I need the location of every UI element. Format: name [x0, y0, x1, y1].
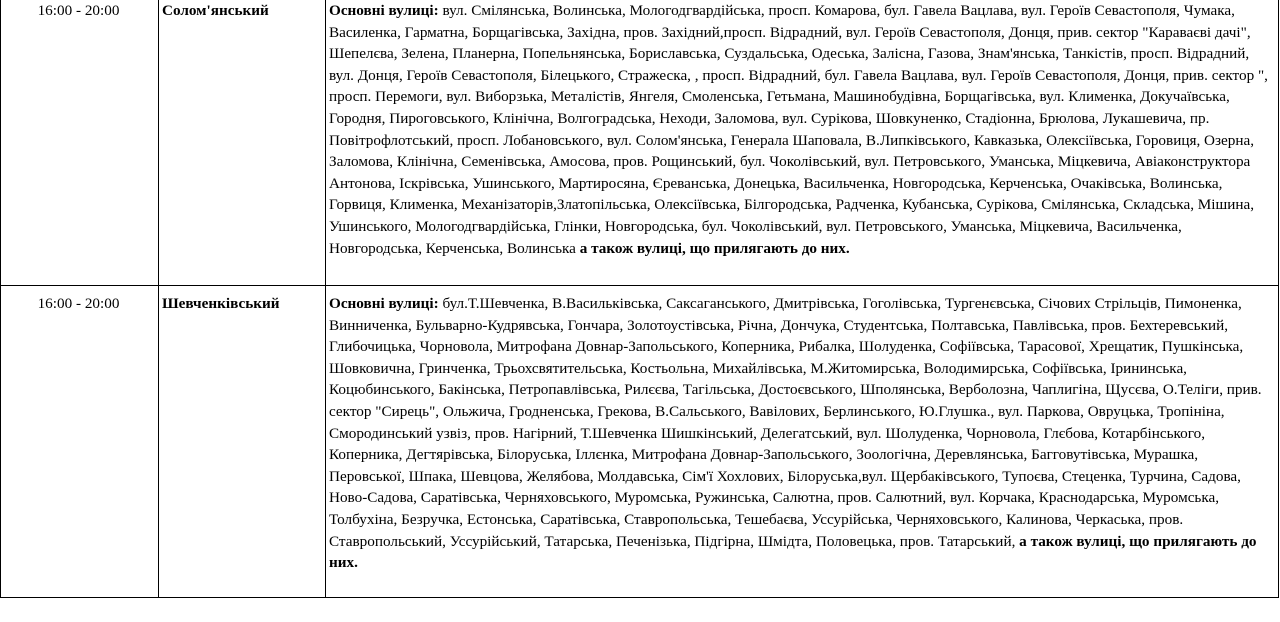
district-cell: Солом'янський: [159, 0, 326, 286]
table-row: [1, 286, 1279, 598]
streets-list: вул. Смілянська, Волинська, Мологодгвардійська, просп. Комарова, бул. Гавела Вацлава, вул. Героїв Севастополя, Чумака, Василенка, Гарматна, Борщагівська, Західна, пров. Західний,просп. Відрадний, вул. Героїв Севастополя, Донця, прив. сектор "Караваєві дачі", Шепелєва, Зелена, Планерна, Попельнянська, Бориславська, Суздальська, Одеська, Залісна, Газова, Знам'янська, Танкістів, просп. Відрадний, вул. Донця, Героїв Севастополя, Білецького, Стражеска, , просп. Відрадний, бул. Гавела Вацлава, вул. Героїв Севастополя, Донця, прив. сектор ", просп. Перемоги, вул. Виборзька, Металістів, Янгеля, Смоленська, Гетьмана, Машинобудівна, Борщагівська, вул. Клименка, Докучаївська, Городня, Пироговського, Клінічна, Волгоградська, Неходи, Заломова, вул. Сурікова, Шовкуненко, Стадіонна, Брюлова, Лукашевича, пр. Повітрофлотський, просп. Лобановського, вул. Солом'янська, Генерала Шаповала, В.Липківського, Кавказька, Олексіївська, Горовиця, Озерна, Заломова, Клінічна, Семенівська, Амосова, пров. Рощинський, бул. Чоколівський, вул. Петровського, Уманська, Міцкевича, Авіаконструктора Антонова, Іскрівська, Ушинського, Мартиросяна, Єреванська, Донецька, Васильченка, Новгородська, Керченська, Очаківська, Волинська, Горвиця, Клименка, Механізаторів,Златопільська, Олексіївська, Білгородська, Радченка, Кубанська, Сурікова, Смілянська, Складська, Мішина, Ушинського, Мологодгвардійська, Глінки, Новгородська, бул. Чоколівський, вул. Петровського, Уманська, Міцкевича, Васильченка, Новгородська, Керченська, Волинська: [329, 2, 1268, 257]
streets-tail-note: а також вулиці, що прилягають до них.: [329, 532, 1257, 572]
streets-lead-label: Основні вулиці:: [329, 2, 439, 19]
streets-lead-label: Основні вулиці:: [329, 295, 439, 312]
streets-cell: [326, 0, 1279, 286]
streets-cell: [326, 286, 1279, 598]
time-cell: 16:00 - 20:00: [1, 0, 159, 286]
streets-list: бул.Т.Шевченка, В.Васильківська, Саксаганського, Дмитрівська, Гоголівська, Тургенєвська, Січових Стрільців, Пимоненка, Винниченка, Бульварно-Кудрявська, Гончара, Золотоустівська, Річна, Дончука, Студентська, Полтавська, Павлівська, пров. Бехтеревський, Глибочицька, Чорновола, Митрофана Довнар-Запольського, Коперника, Рибалка, Шолуденка, Софіївська, Тарасової, Хрещатик, Пушкінська, Шовковична, Гринченка, Трьохсвятительська, Костьольна, Михайлівська, М.Житомирська, Володимирська, Софіївська, Ірининська, Коцюбинського, Бакінська, Петропавлівська, Рилєєва, Тагільська, Достоєвського, Шполянська, Верболозна, Чаплигіна, Щусєва, О.Теліги, прив. сектор "Сирець", Ольжича, Гродненська, Грекова, В.Сальського, Вавілових, Берлинського, Ю.Глушка., вул. Паркова, Овруцька, Тропініна, Смородинський узвіз, пров. Нагірний, Т.Шевченка Шишкінський, Делегатський, вул. Шолуденка, Чорновола, Глєбова, Котарбінського, Коперника, Дегтярівська, Білоруська, Іллєнка, Митрофана Довнар-Запольського, Зоологічна, Деревлянська, Багговутівська, Мурашка, Перовської, Шпака, Шевцова, Желябова, Молдавська, Сім'ї Хохлових, Білоруська,вул. Щербаківського, Тупоєва, Стеценка, Турчина, Садова, Ново-Садова, Саратівська, Черняховського, Муромська, Ружинська, Салютна, пров. Салютний, вул. Корчака, Краснодарська, Муромська, Толбухіна, Безручка, Естонська, Саратівська, Ставропольська, Тешебаєва, Уссурійська, Черняховського, Калинова, Черкаська, пров. Ставропольський, Уссурійський, Татарська, Печенізька, Підгірна, Шмідта, Половецька, пров. Татарський,: [329, 295, 1262, 550]
time-cell: 16:00 - 20:00: [1, 286, 159, 598]
streets-tail-note: а також вулиці, що прилягають до них.: [579, 239, 850, 257]
table-row: [1, 0, 1279, 286]
district-cell: Шевченківський: [159, 286, 326, 598]
